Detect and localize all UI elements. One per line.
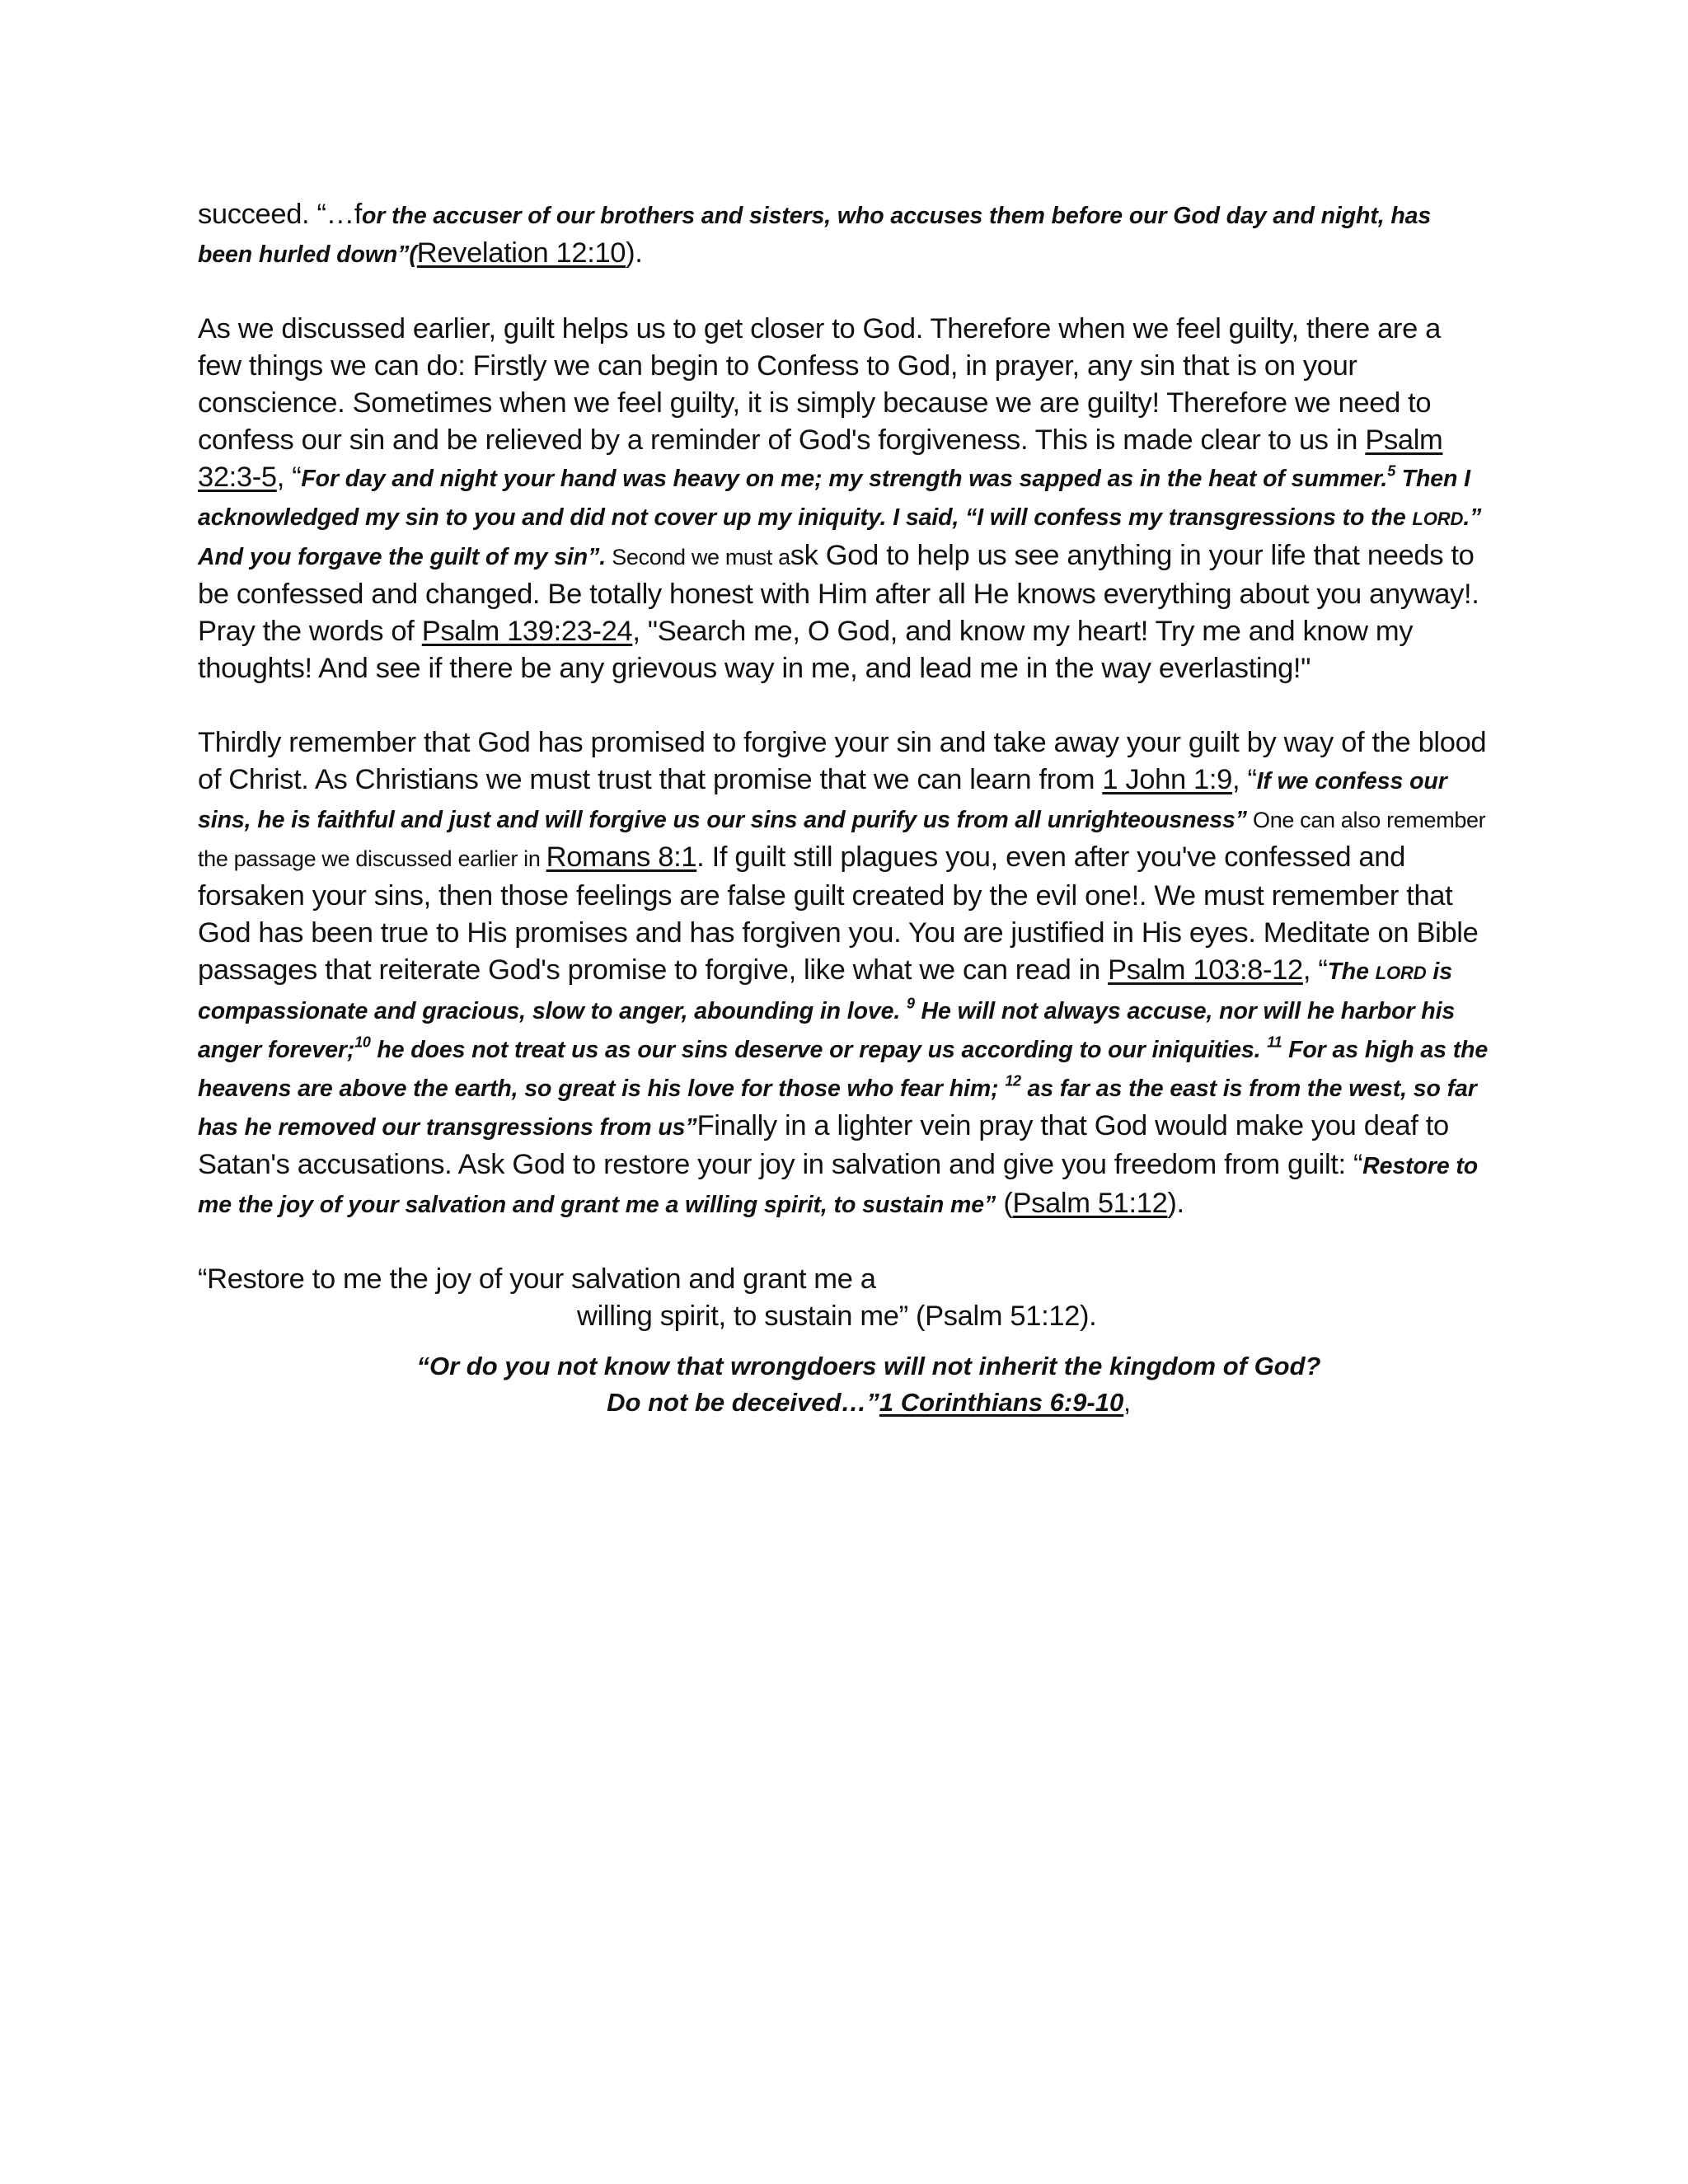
text: , "Search me, O God, and know my heart! Try me and know my thoughts! And see if there be any grievous way in me, and lead me in the way everlasting!" (198, 616, 1414, 684)
verse-number: 5 (1387, 462, 1395, 480)
quote-line: “Restore to me the joy of your salvation and grant me a (198, 1263, 876, 1295)
text: ( (996, 1188, 1013, 1219)
text: ). (626, 237, 643, 269)
page-content (198, 196, 1490, 1421)
text: sk God to help us see anything in your life that needs to be confessed and changed. Be totally honest with Him after all He knows everything about you anyway!. Pray the words of (198, 540, 1479, 647)
closing-verse (198, 1348, 1490, 1421)
paragraph-2 (198, 311, 1490, 687)
scripture-quote: For day and night your hand was heavy on me; my strength was sapped as in the heat of summer. (301, 466, 1388, 492)
text: Thirdly remember that God has promised to forgive your sin and take away your guilt by way of the blood of Christ. As Christians we must trust that promise that we can learn from (198, 727, 1487, 795)
verse-number: 9 (907, 995, 915, 1012)
scripture-quote: is compassionate and gracious, slow to anger, abounding in love. (198, 958, 1452, 1024)
text: . If guilt still plagues you, even after you've confessed and forsaken your sins, then those feelings are false guilt created by the evil one!. We must remember that God has been true to His promises and has forgiven you. You are justified in His eyes. Meditate on Bible passages that reiterate God's promise to forgive, like what we can read in (198, 841, 1479, 986)
scripture-quote: Restore to me the joy of your salvation and grant me a willing spirit, to sustain me” (198, 1153, 1479, 1218)
verse-number: 12 (1005, 1072, 1021, 1090)
quote-block (198, 1261, 1490, 1335)
scripture-reference-link[interactable]: Revelation 12:10 (416, 237, 626, 269)
scripture-reference-link[interactable]: 1 John 1:9 (1102, 764, 1232, 795)
scripture-quote (1412, 504, 1463, 531)
closing-text: Do not be deceived…” (607, 1388, 879, 1417)
scripture-reference-link[interactable]: Psalm 103:8-12 (1108, 954, 1303, 986)
scripture-quote: Then I acknowledged my sin to you and did not cover up my iniquity. I said, “I will confess my transgressions to the (198, 466, 1470, 531)
paragraph-gap (198, 274, 1490, 311)
text: Finally in a lighter vein pray that God would make you deaf to Satan's accusations. Ask God to restore your joy in salvation and give you freedom from guilt: “ (198, 1110, 1449, 1180)
scripture-reference-link[interactable]: Psalm 139:23-24 (421, 616, 633, 647)
small-caps-lord: LORD (1412, 509, 1464, 529)
text: , “ (1302, 954, 1328, 986)
verse-number: 10 (354, 1033, 371, 1051)
scripture-reference-link[interactable]: 1 Corinthians 6:9-10 (879, 1388, 1124, 1417)
small-caps-lord: LORD (1375, 963, 1427, 983)
scripture-quote: he does not treat us as our sins deserve or repay us according to our iniquities. (370, 1037, 1268, 1063)
closing-text: , (1123, 1388, 1131, 1417)
text: , “ (276, 462, 302, 493)
quote-line: willing spirit, to sustain me” (Psalm 51:12). (577, 1301, 1097, 1332)
paragraph-gap (198, 1224, 1490, 1261)
text: ). (1167, 1188, 1184, 1219)
scripture-reference-link[interactable]: Psalm 51:12 (1012, 1188, 1168, 1219)
scripture-quote: or the accuser of our brothers and sisters, who accuses them before our God day and night, has been hurled down”( (198, 203, 1432, 268)
text: , “ (1231, 764, 1257, 795)
paragraph-1 (198, 196, 1490, 274)
scripture-quote: .” And you forgave the guilt of my sin”. (198, 504, 1482, 570)
closing-line: “Or do you not know that wrongdoers will not inherit the kingdom of God? (416, 1352, 1321, 1380)
scripture-reference-link[interactable]: Romans 8:1 (546, 841, 697, 873)
closing-line (247, 1385, 1490, 1421)
scripture-quote: If we confess our sins, he is faithful and just and will forgive us our sins and purify us from all unrighteousness” (198, 768, 1447, 833)
scripture-quote (1376, 958, 1427, 985)
scripture-reference-link[interactable]: Psalm 32:3-5 (198, 424, 1443, 493)
scripture-quote: For as high as the heavens are above the earth, so great is his love for those who fear him; (198, 1037, 1489, 1102)
text: succeed. “…f (198, 199, 363, 230)
text: One can also remember the passage we discussed earlier in (198, 808, 1486, 871)
text: Second we must a (606, 545, 790, 569)
paragraph-gap (198, 687, 1490, 724)
scripture-quote: as far as the east is from the west, so far has he removed our transgressions from us” (198, 1076, 1477, 1141)
text: As we discussed earlier, guilt helps us to get closer to God. Therefore when we feel guilty, there are a few things we can do: Firstly we can begin to Confess to God, in prayer, any sin that is on your conscience. Sometimes when we feel guilty, it is simply because we are guilty! Therefore we need to confess our sin and be relieved by a reminder of God's forgiveness. This is made clear to us in (198, 313, 1441, 456)
verse-number: 11 (1267, 1033, 1282, 1051)
scripture-quote: The (1327, 958, 1376, 985)
scripture-quote: He will not always accuse, nor will he harbor his anger forever; (198, 998, 1456, 1063)
paragraph-3 (198, 724, 1490, 1224)
